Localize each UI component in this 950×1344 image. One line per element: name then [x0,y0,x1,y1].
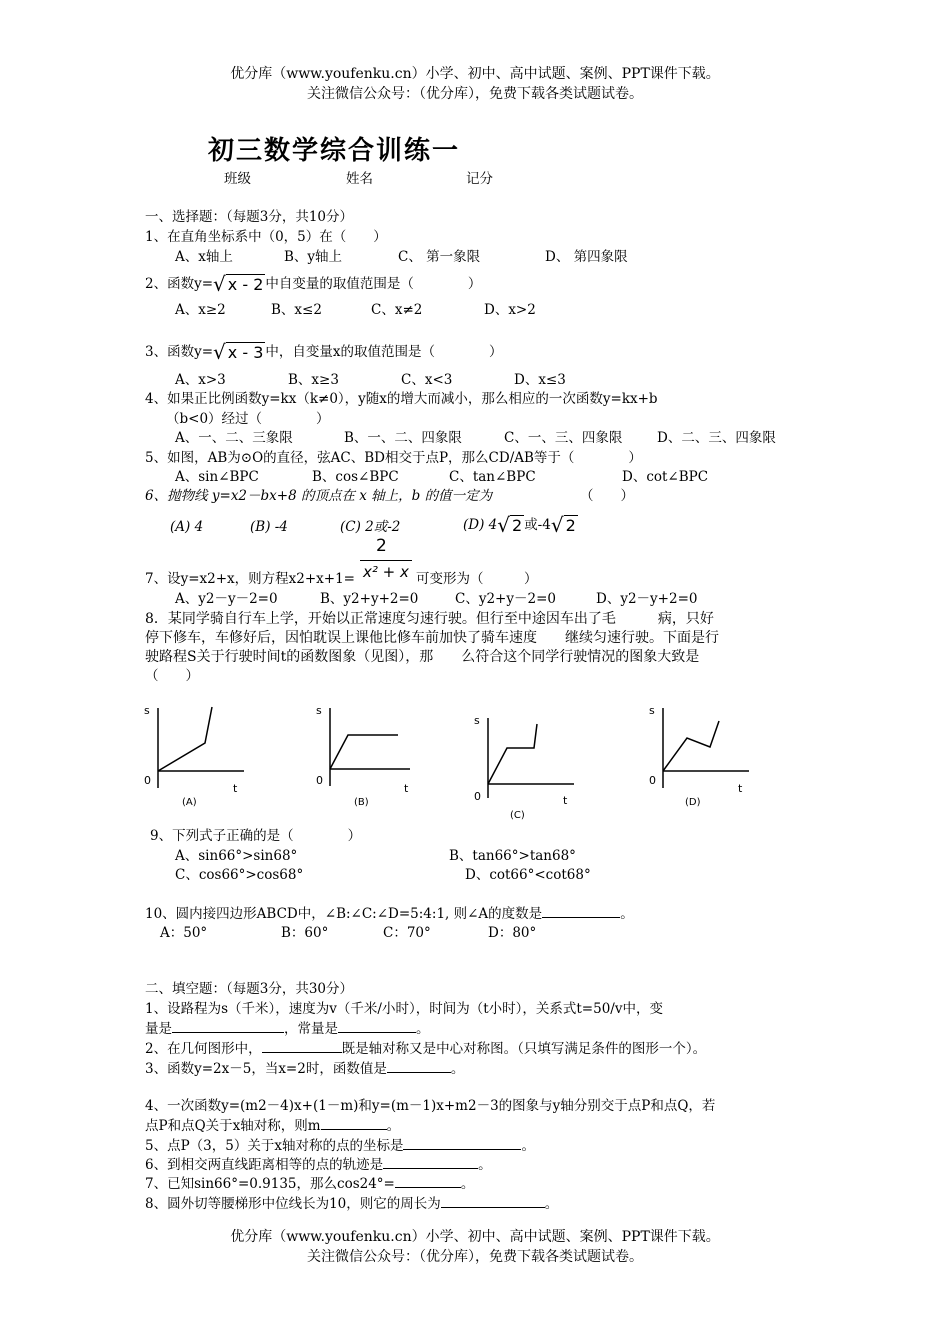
fill-q4-line-2 [145,1117,400,1134]
q6-paren: （ ） [580,488,634,504]
graph-c-curve [488,724,537,784]
graph-c-origin: 0 [474,790,481,803]
q10-stem [145,905,634,922]
q10-end: 。 [620,906,634,922]
q2-post: 中自变量的取值范围是（ ） [265,276,482,292]
score-label: 记分 [466,171,493,187]
q1-option-c: C、 第一象限 [398,249,481,265]
q9-stem: 9、下列式子正确的是（ ） [150,828,362,844]
fill-q5-blank[interactable] [403,1137,521,1150]
q8-line-3: 驶路程S关于行驶时间t的函数图象（见图），那 么符合这个同学行驶情况的图象大致是 [145,649,700,665]
graph-a-s-label: s [144,704,150,717]
graph-d-s-label: s [649,704,655,717]
fill-q1-blank-variable[interactable] [172,1020,284,1033]
q3-option-a: A、x>3 [175,372,226,388]
fill-q7-end: 。 [460,1176,475,1192]
graph-a-curve [158,707,212,771]
q8-line-1: 8．某同学骑自行车上学，开始以正常速度匀速行驶。但行至中途因车出了毛 病，只好 [145,611,714,627]
graph-b-t-label: t [404,782,409,795]
fill-q2-blank[interactable] [262,1040,342,1053]
q6-option-b: (B) -4 [250,519,288,535]
q9-option-b: B、tan66°>tan68° [449,848,576,864]
q3-stem [145,340,503,364]
q2-radicand: x - 2 [227,274,264,294]
fill-q1-line-1: 1、设路程为s（千米），速度为v（千米/小时），时间为（t小时），关系式t=50/v中，变 [145,1001,663,1017]
q7-fraction-bar [360,560,412,561]
fill-q4-end: 。 [386,1118,401,1134]
q4-option-b: B、一、二、四象限 [344,430,462,446]
q1-option-a: A、x轴上 [175,249,233,265]
q8-line-4: （ ） [145,668,199,684]
q10-blank[interactable] [542,905,620,918]
fill-q5 [145,1137,535,1154]
q6-option-d [463,513,578,537]
fill-q1-line-2 [145,1020,430,1037]
graph-a [140,700,250,812]
q7-option-b: B、y2+y+2=0 [320,591,419,607]
q2-pre: 2、函数y= [145,276,214,292]
q3-option-b: B、x≥3 [288,372,339,388]
q4-option-c: C、一、三、四象限 [504,430,623,446]
q4-option-a: A、一、二、三象限 [175,430,293,446]
footer-line-2: 关注微信公众号：（优分库），免费下载各类试题试卷。 [307,1249,643,1265]
graph-c-t-label: t [563,794,568,807]
q4-line-1: 4、如果正比例函数y=kx（k≠0），y随x的增大而减小，那么相应的一次函数y=kx+b [145,391,658,407]
fill-q3-pre: 3、函数y=2x－5，当x=2时，函数值是 [145,1061,387,1077]
q10-option-a: A：50° [160,925,208,941]
q6-stem: 6、抛物线 y=x2－bx+8 的顶点在 x 轴上，b 的值一定为 [145,488,493,504]
graph-b-origin: 0 [316,774,323,787]
fill-q6-end: 。 [478,1157,492,1173]
graph-b [300,700,410,812]
fill-q2-pre: 2、在几何图形中， [145,1041,262,1057]
fill-q7-blank[interactable] [395,1175,461,1188]
header-line-2: 关注微信公众号：（优分库），免费下载各类试题试卷。 [307,86,643,102]
graph-d [645,700,755,812]
fill-q4-pre: 点P和点Q关于x轴对称，则m [145,1118,321,1134]
fill-q1-blank-constant[interactable] [338,1020,416,1033]
q5-stem: 5、如图，AB为⊙O的直径，弦AC、BD相交于点P，那么CD/AB等于（ ） [145,450,642,466]
q10-option-c: C：70° [383,925,431,941]
q10-option-b: B：60° [281,925,329,941]
q10-option-d: D：80° [488,925,537,941]
graph-c-caption: (C) [510,810,525,821]
graph-c-s-label: s [474,714,480,727]
q6-d-radicand-1: 2 [512,515,523,535]
q3-radicand: x - 3 [227,342,264,362]
fill-q7 [145,1175,474,1192]
q9-option-d: D、cot66°<cot68° [465,867,591,883]
fill-q1-mid: ，常量是 [284,1021,338,1037]
q6-option-c: (C) 2或-2 [340,519,401,535]
fill-q3-blank[interactable] [387,1060,451,1073]
q7-pre: 7、设y=x2+x，则方程x2+x+1= [145,571,355,587]
graph-d-t-label: t [738,782,743,795]
fill-q7-pre: 7、已知sin66°=0.9135，那么cos24°= [145,1176,395,1192]
q6-d-pre: (D) 4 [463,517,498,533]
q5-option-c: C、tan∠BPC [449,469,536,485]
fill-q6-blank[interactable] [383,1156,478,1169]
graph-c [470,710,580,822]
q6-d-radical-2: √ 2 [550,513,576,537]
fill-q8-pre: 8、圆外切等腰梯形中位线长为10，则它的周长为 [145,1196,441,1212]
q4-option-d: D、二、三、四象限 [657,430,776,446]
q3-option-c: C、x<3 [401,372,453,388]
fill-q4-blank[interactable] [321,1117,387,1130]
q2-option-d: D、x>2 [484,302,536,318]
q7-option-c: C、y2+y－2=0 [455,591,556,607]
graph-d-caption: (D) [685,797,701,808]
fill-q5-pre: 5、点P（3，5）关于x轴对称的点的坐标是 [145,1138,404,1154]
page-title: 初三数学综合训练一 [208,136,461,166]
q7-post: 可变形为（ ） [416,571,538,587]
q7-numerator: 2 [376,536,387,556]
q7-option-d: D、y2－y+2=0 [596,591,698,607]
q2-radical: √ x - 2 [213,272,264,296]
fill-q8 [145,1195,558,1212]
footer-line-1: 优分库（www.youfenku.cn）小学、初中、高中试题、案例、PPT课件下载。 [230,1229,720,1245]
q5-option-b: B、cos∠BPC [312,469,399,485]
graph-a-origin: 0 [144,774,151,787]
q6-d-mid: 或-4 [524,517,551,533]
q6-option-a: (A) 4 [170,519,204,535]
q9-option-a: A、sin66°>sin68° [175,848,298,864]
q2-stem [145,272,481,296]
graph-b-caption: (B) [354,797,369,808]
q7-option-a: A、y2－y－2=0 [175,591,278,607]
q9-option-c: C、cos66°>cos68° [175,867,304,883]
fill-q3 [145,1060,464,1077]
fill-q5-end: 。 [521,1138,535,1154]
q1-option-d: D、 第四象限 [545,249,628,265]
q5-option-a: A、sin∠BPC [175,469,259,485]
name-label: 姓名 [346,171,373,187]
graph-b-s-label: s [316,704,322,717]
fill-q2-post: 既是轴对称又是中心对称图。（只填写满足条件的图形一个）。 [341,1041,707,1057]
q4-line-2: （b<0）经过（ ） [166,411,330,427]
fill-q1-pre: 量是 [145,1021,172,1037]
graph-d-curve [663,721,719,771]
q6-d-radical-1: √ 2 [497,513,523,537]
q5-option-d: D、cot∠BPC [622,469,709,485]
fill-q3-end: 。 [450,1061,465,1077]
q2-option-a: A、x≥2 [175,302,226,318]
q3-post: 中，自变量x的取值范围是（ ） [265,344,503,360]
graph-b-curve [330,735,398,769]
q1-stem: 1、在直角坐标系中（0，5）在（ ） [145,229,387,245]
q2-option-c: C、x≠2 [371,302,423,318]
q10-text: 10、圆内接四边形ABCD中，∠B:∠C:∠D=5:4:1, 则∠A的度数是 [145,906,543,922]
graph-a-t-label: t [233,782,238,795]
q8-line-2: 停下修车，车修好后，因怕耽误上课他比修车前加快了骑车速度 继续匀速行驶。下面是行 [145,630,719,646]
section2-heading: 二、填空题：（每题3分，共30分） [145,981,354,997]
fill-q6 [145,1156,492,1173]
q1-option-b: B、y轴上 [284,249,343,265]
fill-q4-line-1: 4、一次函数y=(m2－4)x+(1－m)和y=(m－1)x+m2－3的图象与y轴分别交于点P和点Q，若 [145,1098,716,1114]
section1-heading: 一、选择题：（每题3分，共10分） [145,209,354,225]
fill-q2 [145,1040,706,1057]
graph-d-origin: 0 [649,774,656,787]
fill-q1-end: 。 [416,1021,430,1037]
q7-denominator: x² + x [363,563,409,581]
q6-d-radicand-2: 2 [565,515,576,535]
q3-pre: 3、函数y= [145,344,214,360]
q3-option-d: D、x≤3 [514,372,566,388]
class-label: 班级 [224,171,251,187]
q2-option-b: B、x≤2 [271,302,322,318]
fill-q8-blank[interactable] [441,1195,545,1208]
fill-q8-end: 。 [544,1196,559,1212]
fill-q6-pre: 6、到相交两直线距离相等的点的轨迹是 [145,1157,384,1173]
header-line-1: 优分库（www.youfenku.cn）小学、初中、高中试题、案例、PPT课件下载。 [230,66,720,82]
graph-a-caption: (A) [182,797,197,808]
q3-radical: √ x - 3 [213,340,264,364]
